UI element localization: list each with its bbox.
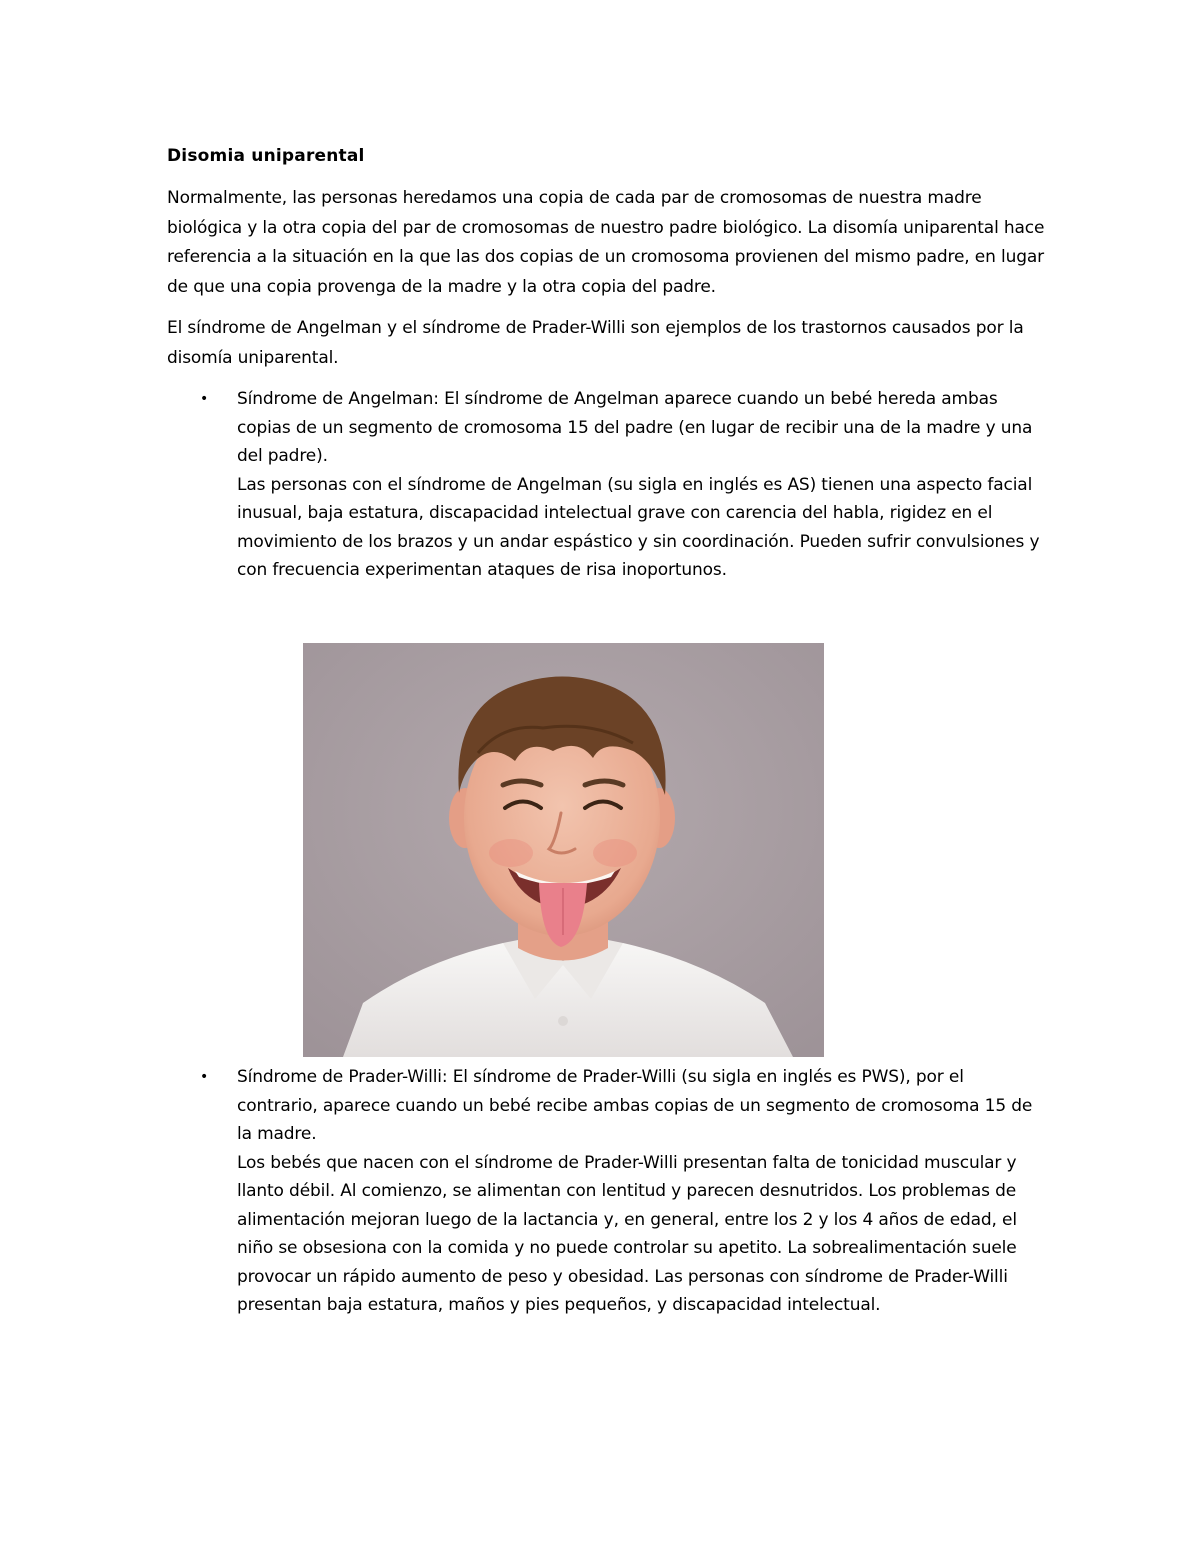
paragraph-examples: El síndrome de Angelman y el síndrome de Prader-Willi son ejemplos de los trastornos causados por la disomía uniparental.	[167, 318, 1024, 368]
prader-willi-detail: Los bebés que nacen con el síndrome de Prader-Willi presentan falta de tonicidad muscular y llanto débil. Al comienzo, se alimentan con lentitud y parecen desnutridos. Los problemas de alimentación mejoran luego de la lactancia y, en general, entre los 2 y los 4 años de edad, el niño se obsesiona con la comida y no puede controlar su apetito. La sobrealimentación suele provocar un rápido aumento de peso y obesidad. Las personas con síndrome de Prader-Willi presentan baja estatura, maños y pies pequeños, y discapacidad intelectual.	[237, 1152, 1017, 1315]
syndrome-list-continued	[167, 1063, 1047, 1320]
angelman-detail: Las personas con el síndrome de Angelman (su sigla en inglés es AS) tienen una aspecto facial inusual, baja estatura, discapacidad intelectual grave con carencia del habla, rigidez en el movimiento de los brazos y un andar espástico y sin coordinación. Pueden sufrir convulsiones y con frecuencia experimentan ataques de risa inoportunos.	[237, 474, 1040, 580]
list-item-prader-willi	[167, 1063, 1047, 1320]
bullet-icon: •	[200, 1069, 209, 1085]
document-title: Disomia uniparental	[167, 146, 365, 166]
angelman-intro: Síndrome de Angelman: El síndrome de Angelman aparece cuando un bebé hereda ambas copias de un segmento de cromosoma 15 del padre (en lugar de recibir una de la madre y una del padre).	[237, 389, 1033, 466]
prader-willi-intro: Síndrome de Prader-Willi: El síndrome de Prader-Willi (su sigla en inglés es PWS), por el contrario, aparece cuando un bebé recibe ambas copias de un segmento de cromosoma 15 de la madre.	[237, 1067, 1033, 1144]
boy-smiling-photo	[303, 643, 824, 1057]
bullet-icon: •	[200, 391, 209, 407]
syndrome-list	[167, 385, 1047, 585]
document-body	[167, 142, 1047, 585]
list-item-angelman	[167, 385, 1047, 585]
paragraph-intro: Normalmente, las personas heredamos una copia de cada par de cromosomas de nuestra madre biológica y la otra copia del par de cromosomas de nuestro padre biológico. La disomía uniparental hace referencia a la situación en la que las dos copias de un cromosoma provienen del mismo padre, en lugar de que una copia provenga de la madre y la otra copia del padre.	[167, 188, 1045, 297]
